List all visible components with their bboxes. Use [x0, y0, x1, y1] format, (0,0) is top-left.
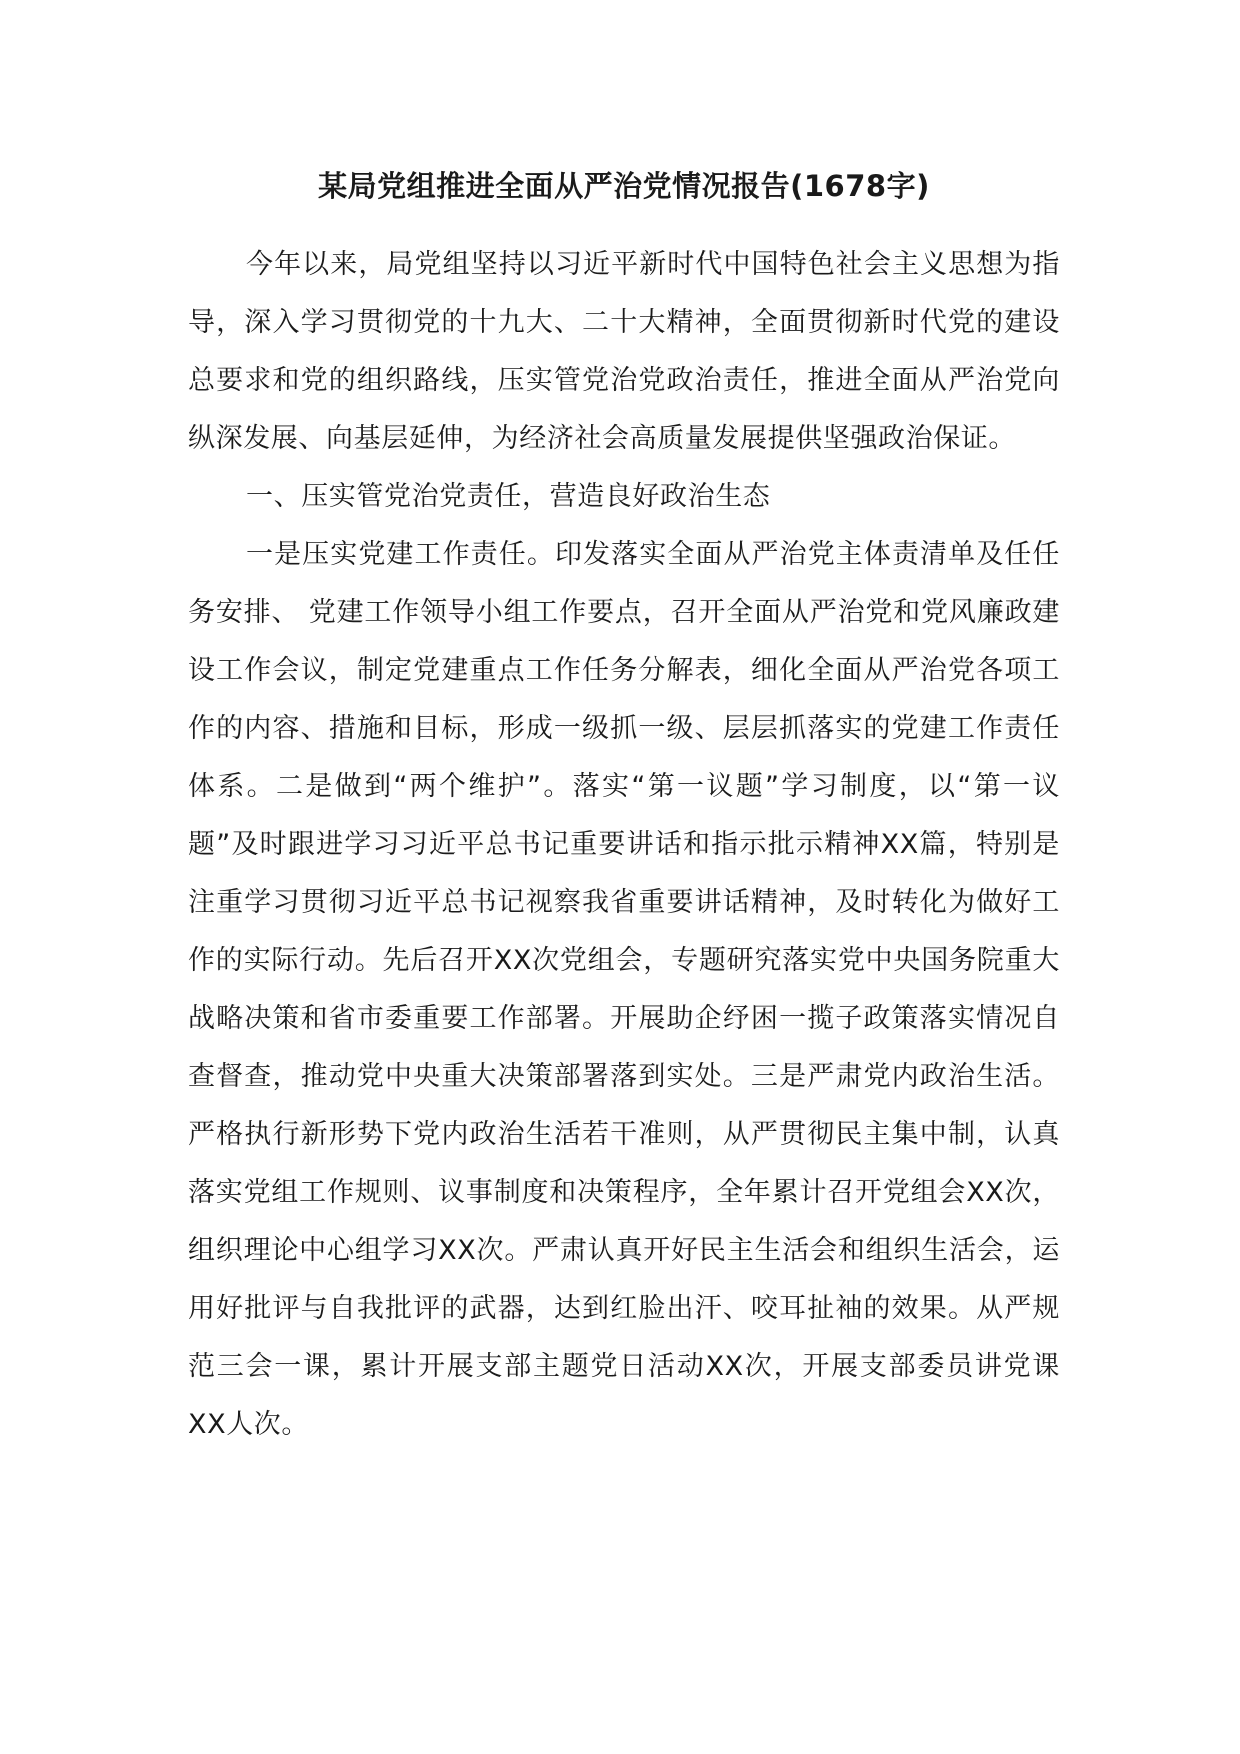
document-page — [188, 150, 1060, 1454]
document-title: 某局党组推进全面从严治党情况报告(1678字) — [318, 169, 930, 203]
intro-paragraph: 今年以来，局党组坚持以习近平新时代中国特色社会主义思想为指导，深入学习贯彻党的十九大、二十大精神，全面贯彻新时代党的建设总要求和党的组织路线，压实管党治党政治责任，推进全面从严治党向纵深发展、向基层延伸，为经济社会高质量发展提供坚强政治保证。 — [188, 249, 1060, 454]
section-heading-1: 一、压实管党治党责任，营造良好政治生态 — [246, 481, 771, 512]
section-1-body-paragraph: 一是压实党建工作责任。印发落实全面从严治党主体责清单及任任务安排、 党建工作领导小组工作要点，召开全面从严治党和党风廉政建设工作会议，制定党建重点工作任务分解表，细化全面从严治党各项工作的内容、措施和目标，形成一级抓一级、层层抓落实的党建工作责任体系。二是做到“两个维护”。落实“第一议题”学习制度，以“第一议题”及时跟进学习习近平总书记重要讲话和指示批示精神XX篇，特别是注重学习贯彻习近平总书记视察我省重要讲话精神，及时转化为做好工作的实际行动。先后召开XX次党组会，专题研究落实党中央国务院重大战略决策和省市委重要工作部署。开展助企纾困一揽子政策落实情况自查督查，推动党中央重大决策部署落到实处。三是严肃党内政治生活。严格执行新形势下党内政治生活若干准则，从严贯彻民主集中制，认真落实党组工作规则、议事制度和决策程序，全年累计召开党组会XX次，组织理论中心组学习XX次。严肃认真开好民主生活会和组织生活会，运用好批评与自我批评的武器，达到红脸出汗、咬耳扯袖的效果。从严规范三会一课，累计开展支部主题党日活动XX次，开展支部委员讲党课XX人次。 — [188, 539, 1060, 1440]
